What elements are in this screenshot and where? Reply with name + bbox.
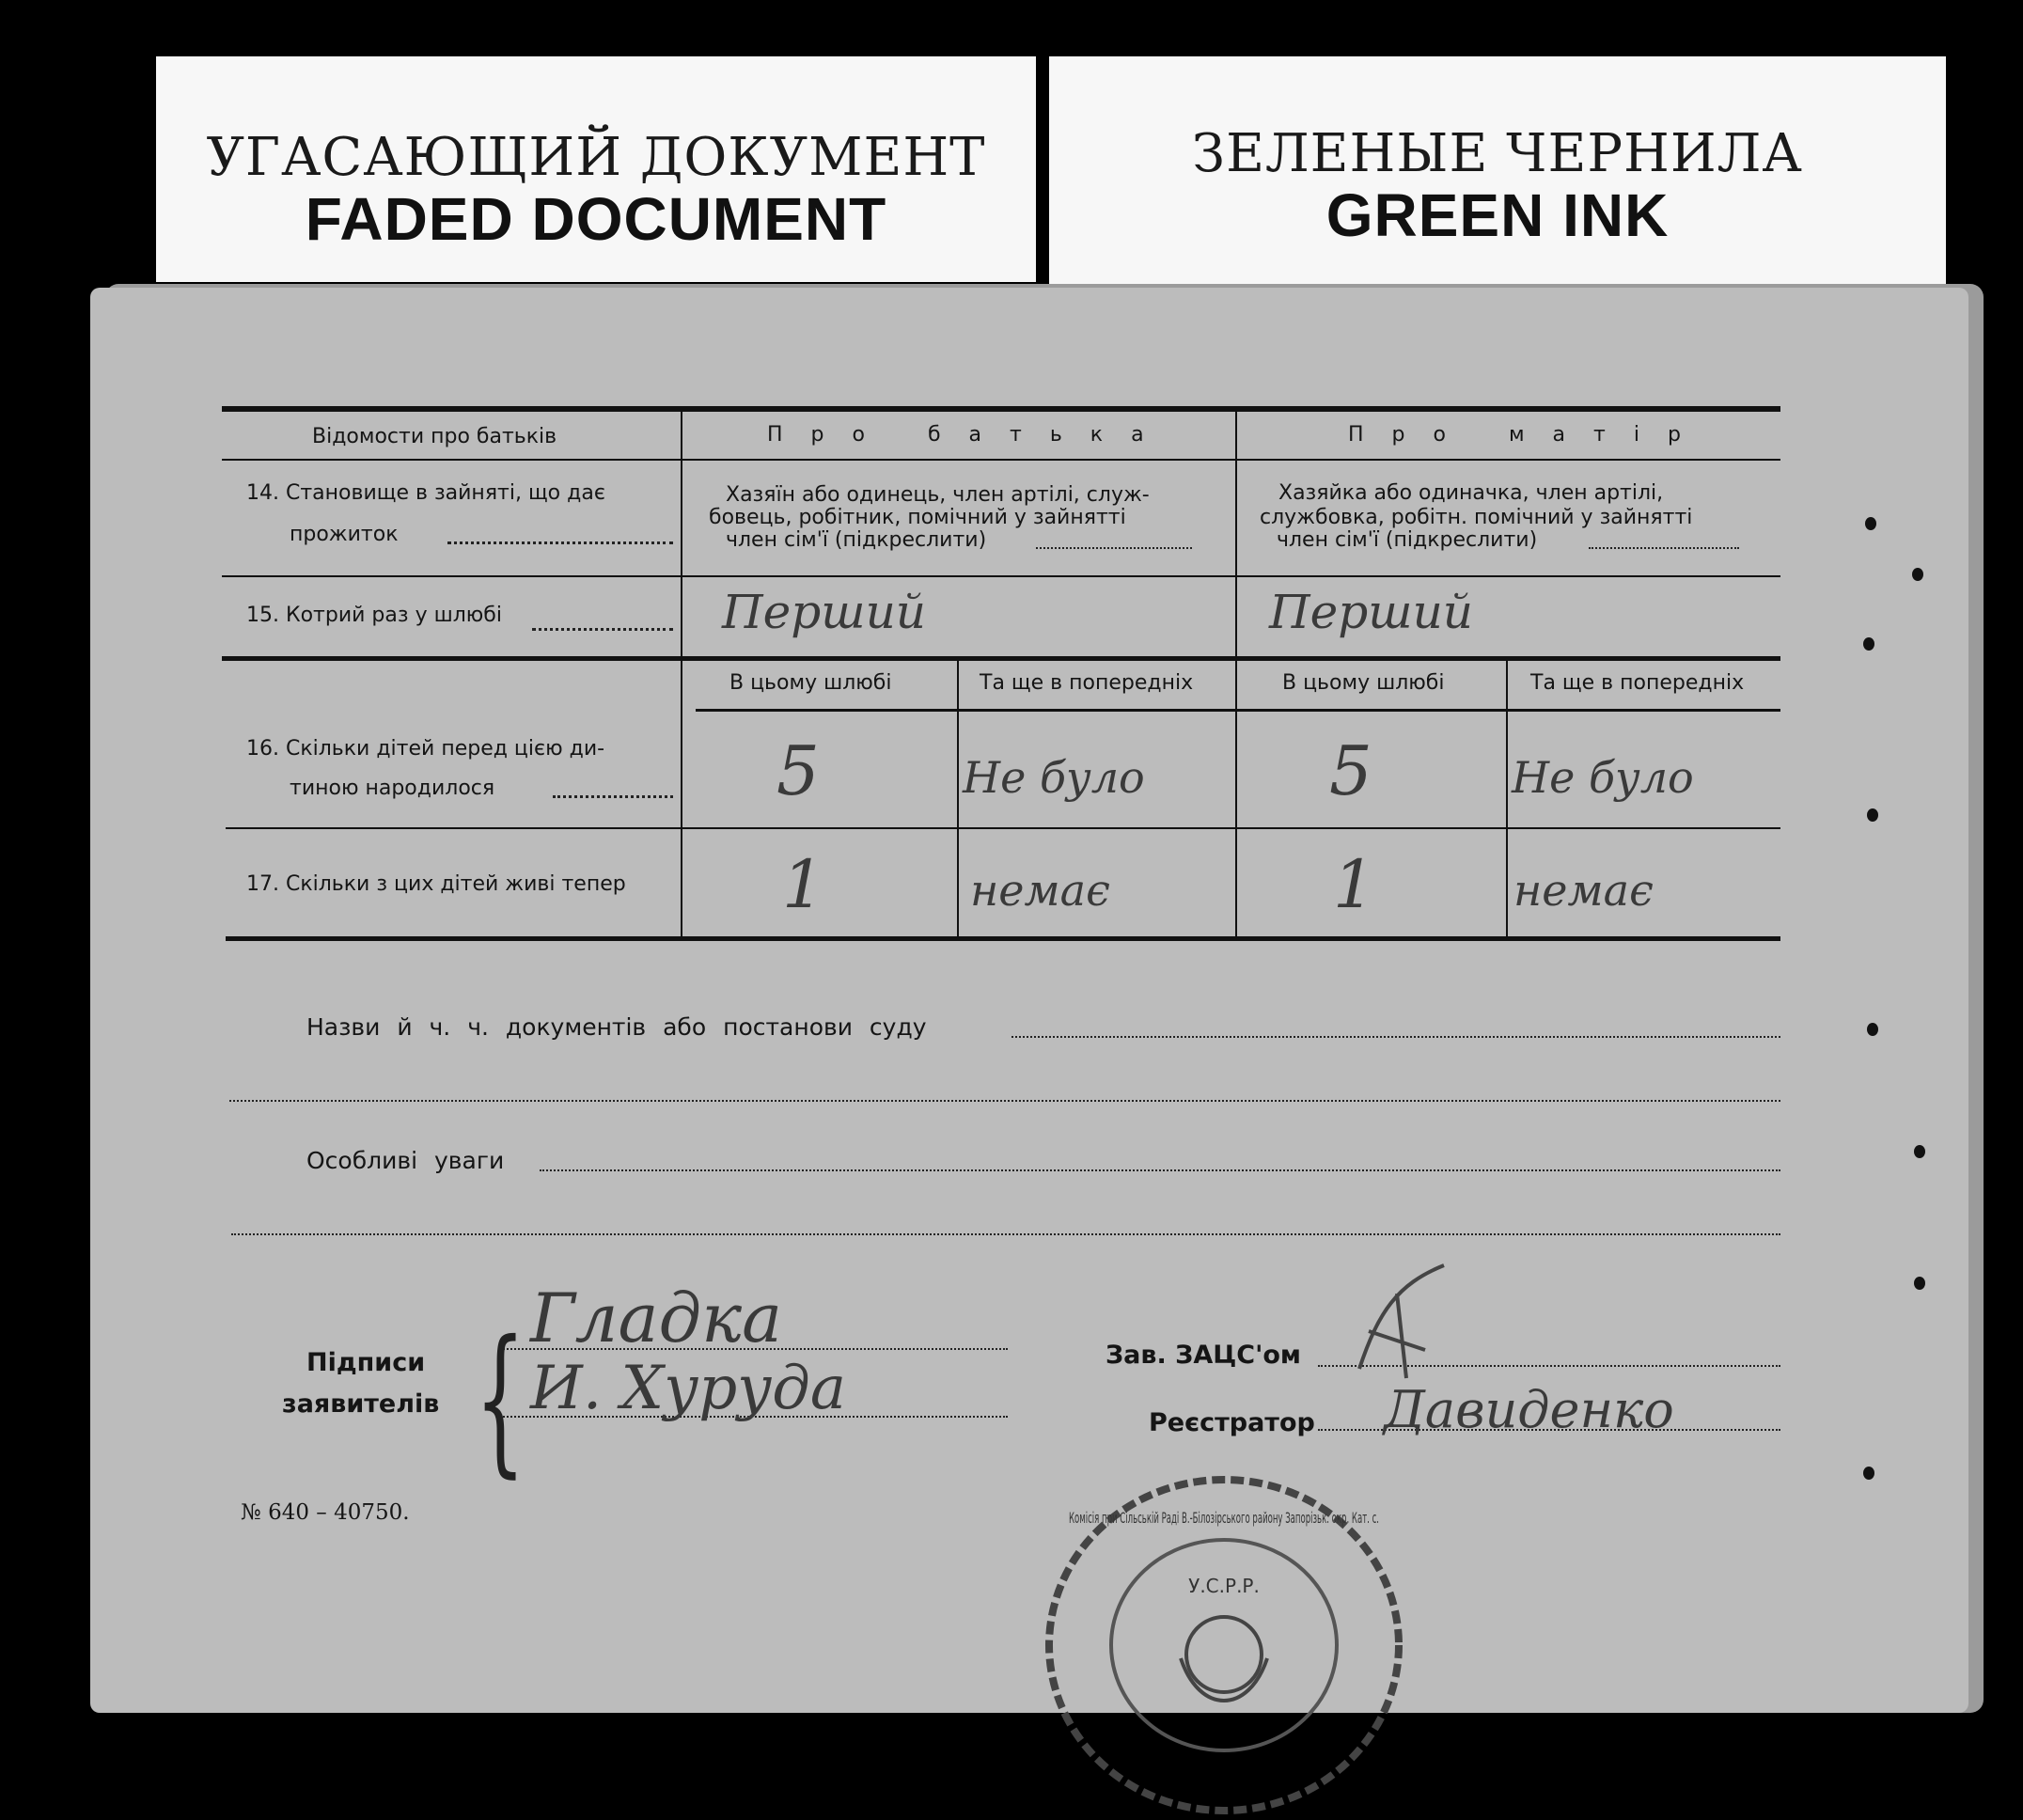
row15-label: 15. Котрий раз у шлюбі (246, 604, 502, 627)
row16-mother-prev-handwriting: Не було (1512, 752, 1694, 803)
document-page (90, 288, 1968, 1713)
label-ru-text: ЗЕЛЕНЫЕ ЧЕРНИЛА (1192, 123, 1803, 184)
punch-hole (1914, 1145, 1925, 1158)
header-parents-info: Відомости про батьків (312, 425, 557, 448)
label-ru-text: УГАСАЮЩИЙ ДОКУМЕНТ (206, 127, 986, 188)
table-top-rule (222, 406, 1780, 412)
subheader-mother-previous: Та ще в попередніх (1530, 671, 1745, 695)
col-rule-3 (957, 660, 959, 938)
row16-label-line2: тиною народилося (290, 777, 495, 800)
registrar-label: Реєстратор (1149, 1408, 1315, 1437)
punch-hole (1867, 1023, 1878, 1036)
documents-dotted-line (1012, 1036, 1780, 1038)
registrar-signature: Давиденко (1384, 1380, 1674, 1439)
row14-father-line3: член сім'ї (підкреслити) (726, 528, 987, 552)
row15-father-handwriting: Перший (722, 585, 926, 639)
notes-dotted-line-2 (231, 1233, 1780, 1235)
row14-mother-line2: службовка, робітн. помічний у зайнятті (1260, 506, 1693, 529)
row17-mother-this-handwriting: 1 (1333, 846, 1375, 923)
row14-label-line2: прожиток (290, 523, 399, 546)
row14-mother-dots (1589, 547, 1739, 549)
table-bottom-rule (226, 936, 1780, 941)
row15-mother-handwriting: Перший (1269, 585, 1473, 639)
row16-leader-dots (553, 795, 673, 798)
punch-hole (1914, 1277, 1925, 1290)
subheader-father-previous: Та ще в попередніх (980, 671, 1194, 695)
official-stamp (1040, 1470, 1408, 1820)
subheader-mother-this-marriage: В цьому шлюбі (1282, 671, 1445, 695)
punch-hole (1863, 637, 1874, 651)
header-mother: Про матір (1348, 423, 1709, 447)
signatures-label-line2: заявителів (282, 1389, 440, 1419)
documents-label: Назви й ч. ч. документів або постанови суду (306, 1013, 927, 1041)
header-father: Про батька (767, 423, 1172, 447)
row14-father-line1: Хазяїн або одинець, член артілі, служ- (726, 483, 1150, 507)
row17-father-prev-handwriting: немає (970, 865, 1110, 916)
label-en-text: GREEN INK (1325, 181, 1670, 249)
row14-rule (222, 575, 1780, 577)
documents-dotted-line-2 (229, 1100, 1780, 1102)
faded-document-label (156, 56, 1036, 282)
signatures-brace: { (475, 1307, 526, 1493)
punch-hole (1863, 1467, 1874, 1480)
col-rule-2 (1235, 412, 1237, 938)
row14-leader-dots (447, 541, 673, 544)
row14-father-line2: бовець, робітник, помічний у зайнятті (709, 506, 1126, 529)
row16-father-this-handwriting: 5 (776, 731, 820, 810)
row15-leader-dots (532, 628, 673, 631)
signatures-label-line1: Підписи (306, 1348, 426, 1377)
row17-mother-prev-handwriting: немає (1513, 865, 1654, 916)
col-rule-1 (681, 412, 682, 938)
row14-mother-line3: член сім'ї (підкреслити) (1277, 528, 1538, 552)
head-of-registry-label: Зав. ЗАЦС'ом (1106, 1341, 1301, 1370)
row16-label-line1: 16. Скільки дітей перед цією ди- (246, 737, 605, 761)
notes-label: Особливі уваги (306, 1147, 505, 1174)
stamp-inner-text: У.С.Р.Р. (1188, 1575, 1260, 1597)
row17-label: 17. Скільки з цих дітей живі тепер (246, 872, 626, 896)
subheader-rule (696, 709, 1780, 712)
subheader-father-this-marriage: В цьому шлюбі (729, 671, 892, 695)
header-rule (222, 459, 1780, 461)
row16-mother-this-handwriting: 5 (1329, 731, 1372, 810)
row14-label-line1: 14. Становище в зайняті, що дає (246, 481, 605, 505)
applicant1-signature: Гладка (530, 1279, 782, 1357)
head-signature-scribble (1341, 1256, 1472, 1388)
row15-rule (222, 656, 1780, 661)
punch-hole (1912, 568, 1923, 581)
row16-father-prev-handwriting: Не було (963, 752, 1145, 803)
form-number: № 640 – 40750. (241, 1500, 410, 1525)
col-rule-4 (1506, 660, 1508, 938)
green-ink-label (1049, 56, 1946, 290)
notes-dotted-line (540, 1169, 1780, 1171)
row16-rule (226, 827, 1780, 829)
punch-hole (1865, 517, 1876, 530)
label-en-text: FADED DOCUMENT (305, 185, 887, 253)
punch-hole (1867, 808, 1878, 822)
row14-mother-line1: Хазяйка або одиначка, член артілі, (1278, 481, 1664, 505)
stamp-outer-text: Комісія при Сільській Раді В.-Білозірського району Запорізьк. окр. Кат. с. (1069, 1509, 1379, 1527)
row14-father-dots (1036, 547, 1192, 549)
applicant2-signature: И. Хуруда (530, 1354, 846, 1423)
row17-father-this-handwriting: 1 (782, 846, 824, 923)
